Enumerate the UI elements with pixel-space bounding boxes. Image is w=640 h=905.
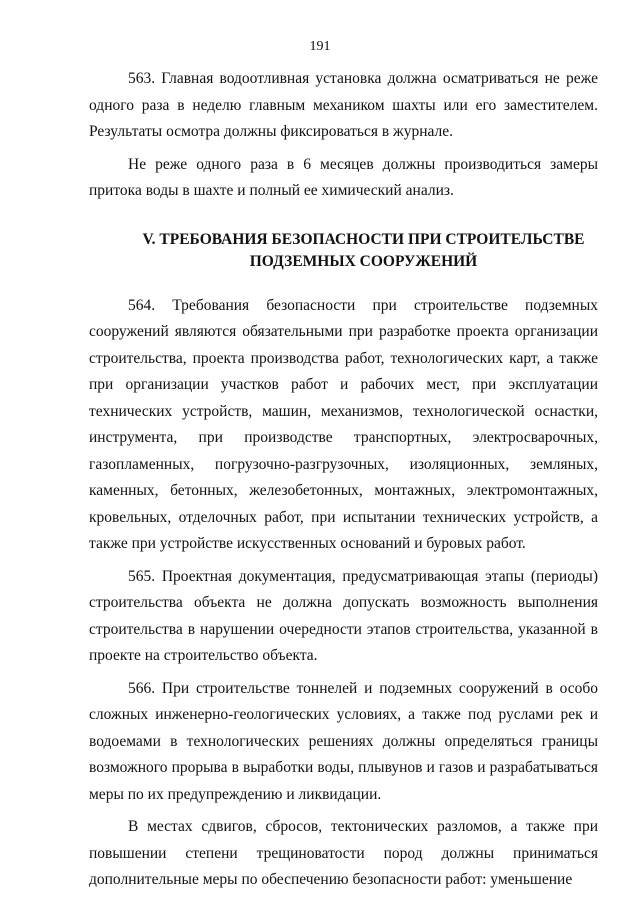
paragraph-565: 565. Проектная документация, предусматривающая этапы (периоды) строительства объекта не должна допускать возможность выполнения строительства в нарушении очередности этапов строительства, указанной в проекте на строительство объекта. <box>89 567 598 664</box>
section-heading <box>89 229 598 273</box>
document-body <box>89 66 598 894</box>
section-heading-line-2: ПОДЗЕМНЫХ СООРУЖЕНИЙ <box>249 252 478 270</box>
paragraph-564: 564. Требования безопасности при строительстве подземных сооружений являются обязательными при разработке проекта организации строительства, проекта производства работ, технологических карт, а также при организации участков работ и рабочих мест, при эксплуатации технических устройств, машин, механизмов, технологической оснастки, инструмента, при производстве транспортных, электросварочных, газопламенных, погрузочно-разгрузочных, изоляционных, земляных, каменных, бетонных, железобетонных, монтажных, электромонтажных, кровельных, отделочных работ, при испытании технических устройств, а также при устройстве искусственных оснований и буровых работ. <box>89 296 598 552</box>
paragraph-566: 566. При строительстве тоннелей и подземных сооружений в особо сложных инженерно-геологических условиях, а также под руслами рек и водоемами в технологических решениях должны определяться границы возможного прорыва в выработки воды, плывунов и газов и разрабатываться меры по их предупреждению и ликвидации. <box>89 679 598 803</box>
section-heading-line-1: V. ТРЕБОВАНИЯ БЕЗОПАСНОСТИ ПРИ СТРОИТЕЛЬСТВЕ <box>142 230 585 248</box>
paragraph-faults: В местах сдвигов, сбросов, тектонических разломов, а также при повышении степени трещиноватости пород должны приниматься дополнительные меры по обеспечению безопасности работ: уменьшение <box>89 818 598 888</box>
page-number: 191 <box>309 39 331 54</box>
paragraph-563: 563. Главная водоотливная установка должна осматриваться не реже одного раза в неделю главным механиком шахты или его заместителем. Результаты осмотра должны фиксироваться в журнале. <box>89 70 598 140</box>
paragraph-water-inflow: Не реже одного раза в 6 месяцев должны производиться замеры притока воды в шахте и полный ее химический анализ. <box>89 155 598 199</box>
